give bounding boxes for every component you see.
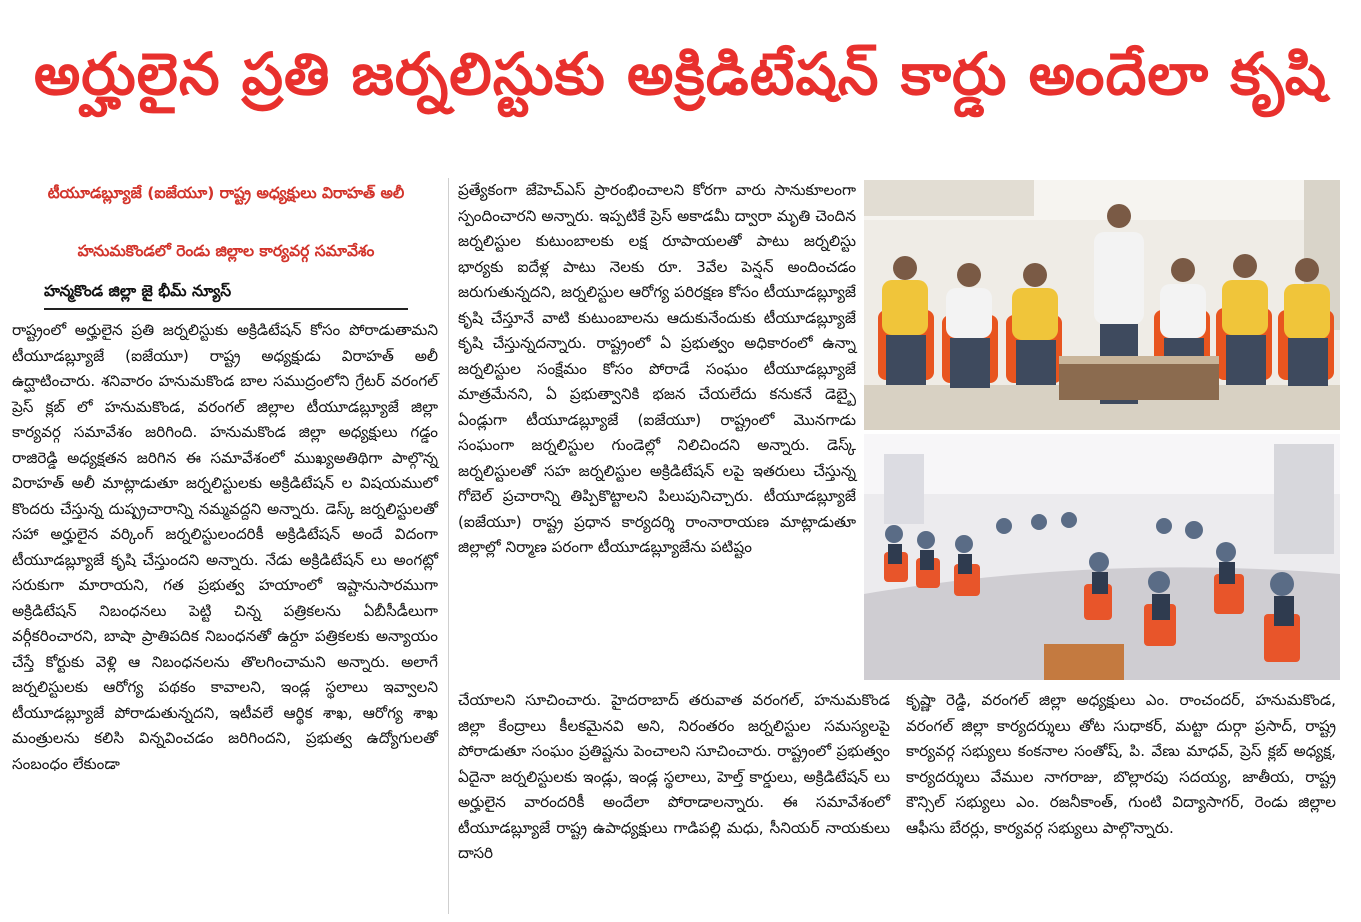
- article-column-1: [12, 318, 438, 777]
- subhead-president: టీయూడబ్ల్యూజే (ఐజేయూ) రాష్ట్ర అధ్యక్షులు విరాహత్ అలీ: [47, 184, 405, 202]
- article-text-col2: ప్రత్యేకంగా జేహెచ్ఎస్ ప్రారంభించాలని కోరగా వారు సానుకూలంగా స్పందించారని అన్నారు. ఇప్పటికే ప్రెస్ అకాడమీ ద్వారా మృతి చెందిన జర్నలిస్టుల కుటుంబాలకు లక్ష రూపాయలతో పాటు జర్నలిస్టు భార్యకు ఐదేళ్ల పాటు నెలకు రూ. 3వేల పెన్షన్ అందించడం జరుగుతున్నదని, జర్నలిస్టుల ఆరోగ్య పరిరక్షణ కోసం టీయూడబ్ల్యూజే కృషి చేస్తూనే వాటి కుటుంబాలను ఆదుకునేందుకు టీయూడబ్ల్యూజే కృషి చేస్తున్నదన్నారు. రాష్ట్రంలో ఏ ప్రభుత్వం అధికారంలో ఉన్నా జర్నలిస్టుల సంక్షేమం కోసం పోరాడే సంఘం టీయూడబ్ల్యూజే మాత్రమేనని, ఏ ప్రభుత్వానికి భజన చేయలేదు కనుకనే డెబ్బై ఏండ్లుగా టీయూడబ్ల్యూజే (ఐజేయూ) రాష్ట్రంలో మొనగాడు సంఘంగా జర్నలిస్టుల గుండెల్లో నిలిచిందని అన్నారు. డెస్క్ జర్నలిస్టులతో సహ జర్నలిస్టుల అక్రిడిటేషన్ లపై ఇతరులు చేస్తున్న గోబెల్ ప్రచారాన్ని తిప్పికొట్టాలని పిలుపునిచ్చారు. టీయూడబ్ల్యూజే (ఐజేయూ) రాష్ట్ర ప్రధాన కార్యదర్శి రాంనారాయణ మాట్లాడుతూ జిల్లాల్లో నిర్మాణ పరంగా టీయూడబ్ల్యూజేను పటిష్టం: [458, 181, 856, 556]
- meeting-speaker-photo: [864, 180, 1340, 430]
- headline: అర్హులైన ప్రతి జర్నలిస్టుకు అక్రిడిటేషన్ కార్డు అందేలా కృషి: [33, 39, 1328, 108]
- article-text-col3: కృష్ణా రెడ్డి, వరంగల్ జిల్లా అధ్యక్షులు ఎం. రాంచందర్, హనుమకొండ, వరంగల్ జిల్లా కార్యదర్శులు తోట సుధాకర్, మట్టా దుర్గా ప్రసాద్, రాష్ట్ర కార్యవర్గ సభ్యులు కంకనాల సంతోష్, పి. వేణు మాధవ్, ప్రెస్ క్లబ్ అధ్యక్ష, కార్యదర్శులు వేముల నాగరాజు, బొల్లారపు సదయ్య, జాతీయ, రాష్ట్ర కౌన్సిల్ సభ్యులు ఎం. రజనీకాంత్, గుంటి విద్యాసాగర్, రెండు జిల్లాల ఆఫీసు బేరర్లు, కార్యవర్గ సభ్యులు పాల్గొన్నారు.: [906, 691, 1336, 837]
- article-text-col2b: చేయాలని సూచించారు. హైదరాబాద్ తరువాత వరంగల్, హనుమకొండ జిల్లా కేంద్రాలు కీలకమైనవి అని, నిరంతరం జర్నలిస్టుల సమస్యలపై పోరాడుతూ సంఘం ప్రతిష్టను పెంచాలని సూచించారు. రాష్ట్రంలో ప్రభుత్వం ఏదైనా జర్నలిస్టులకు ఇండ్లు, ఇండ్ల స్థలాలు, హెల్త్ కార్డులు, అక్రిడిటేషన్ లు అర్హులైన వారందరికీ అందేలా పోరాడాలన్నారు. ఈ సమావేశంలో టీయూడబ్ల్యూజే రాష్ట్ర ఉపాధ్యక్షులు గాడిపల్లి మధు, సీనియర్ నాయకులు దాసరి: [458, 691, 890, 862]
- article-text-col1: రాష్ట్రంలో అర్హులైన ప్రతి జర్నలిస్టుకు అక్రిడిటేషన్ కోసం పోరాడుతామని టీయూడబ్ల్యూజే (ఐజేయూ) రాష్ట్ర అధ్యక్షుడు విరాహత్ అలీ ఉద్ఘాటించారు. శనివారం హనుమకొండ బాల సముద్రంలోని గ్రేటర్ వరంగల్ ప్రెస్ క్లబ్ లో హనుమకొండ, వరంగల్ జిల్లాల టీయూడబ్ల్యూజే జిల్లా కార్యవర్గ సమావేశం జరిగింది. హనుమకొండ జిల్లా అధ్యక్షులు గడ్డం రాజిరెడ్డి అధ్యక్షతన జరిగిన ఈ సమావేశంలో ముఖ్యఅతిథిగా పాల్గొన్న విరాహత్ అలీ మాట్లాడుతూ జర్నలిస్టులకు అక్రిడిటేషన్ ల విషయములో కొందరు చేస్తున్న దుష్ప్రచారాన్ని నమ్మవద్దని అన్నారు. డెస్క్ జర్నలిస్టులతో సహా అర్హులైన వర్కింగ్ జర్నలిస్టులందరికీ అక్రిడిటేషన్ అందే విదంగా టీయూడబ్ల్యూజే కృషి చేస్తుందని అన్నారు. నేడు అక్రిడిటేషన్ లు అంగట్లో సరుకుగా మారాయని, గత ప్రభుత్వ హయాంలో ఇష్టానుసారముగా అక్రిడిటేషన్ నిబంధనలు పెట్టి చిన్న పత్రికలను ఏబీసీడీలుగా వర్గీకరించారని, బాషా ప్రాతిపదిక నిబంధనతో ఉర్దూ పత్రికలకు అన్యాయం చేస్తే కోర్టుకు వెళ్లి ఆ నిబంధనలను తొలగించామని అన్నారు. అలాగే జర్నలిస్టులకు ఆరోగ్య పథకం కావాలని, ఇండ్ల స్థలాలు ఇవ్వాలని టీయూడబ్ల్యూజే పోరాడుతున్నదని, ఇటీవలే ఆర్థిక శాఖ, ఆరోగ్య శాఖ మంత్రులను కలిసి విన్నవించడం జరిగిందని, ప్రభుత్వ ఉద్యోగులతో సంబంధం లేకుండా: [12, 321, 438, 773]
- subhead-meeting: హనుమకొండలో రెండు జిల్లాల కార్యవర్గ సమావేశం: [77, 242, 375, 260]
- article-column-2: [458, 178, 856, 561]
- meeting-hall-photo: [864, 434, 1340, 680]
- article-column-2-continued: [458, 688, 890, 867]
- column-divider: [448, 178, 449, 914]
- article-column-3: [906, 688, 1336, 841]
- byline: హన్మకొండ జిల్లా జై భీమ్ న్యూస్: [44, 282, 408, 310]
